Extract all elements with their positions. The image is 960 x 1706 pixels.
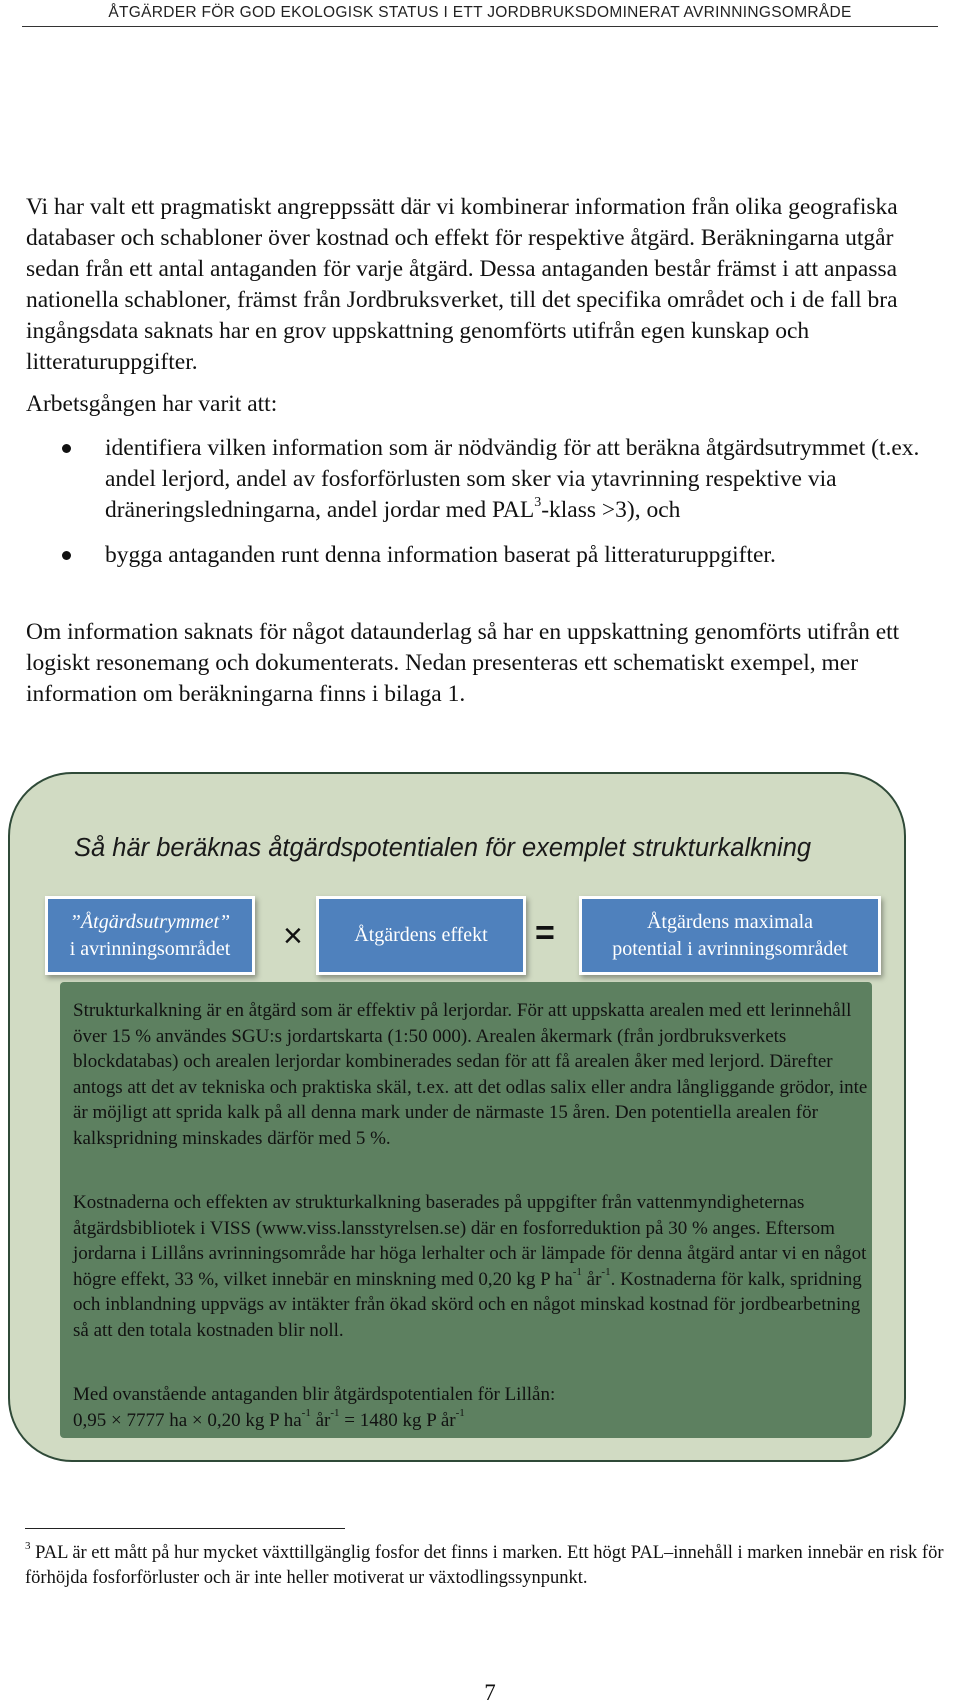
footnote: $^3$ PAL är ett mått på hur mycket växttillgänglig fosfor det finns i marken. Ett högt PAL–innehåll i marken innebär en risk för förhöjda fosforförluster och är inte heller motiverat ur växtodlingssynpunkt. bbox=[25, 1539, 944, 1588]
list-item: bygga antaganden runt denna information baserat på litteraturuppgifter. bbox=[26, 540, 931, 571]
summary-paragraph: Om information saknats för något dataunderlag så har en uppskattning genomförts utifrån ett logiskt resonemang och dokumenterats. Nedan presenteras ett schematiskt exempel, mer information om beräkningarna finns i bilaga 1. bbox=[26, 619, 900, 707]
formula-box-effect: Åtgärdens effekt bbox=[316, 896, 526, 975]
workflow-list bbox=[26, 433, 931, 571]
bullet-icon bbox=[62, 551, 71, 560]
list-item: identifiera vilken information som är nödvändig för att beräkna åtgärdsutrymmet (t.ex. andel lerjord, andel av fosforförlusten som sker via ytavrinning respektive via dräneringsledningarna, andel jordar med $PAL^3$-klass >3), och bbox=[26, 433, 931, 526]
running-header: ÅTGÄRDER FÖR GOD EKOLOGISK STATUS I ETT JORDBRUKSDOMINERAT AVRINNINGSOMRÅDE bbox=[22, 4, 938, 27]
explanation-paragraph: Kostnaderna och effekten av strukturkalkning baserades på uppgifter från vattenmyndigheternas åtgärdsbibliotek i VISS (www.viss.lansstyrelsen.se) där en fosforreduktion på 30 % anges. Eftersom jordarna i Lillåns avrinningsområde har höga lerhalter och är lämpade för denna åtgärd antar vi en något högre effekt, 33 %, vilket innebär en minskning med 0,20 kg P $ha^{-1}$ $år^{-1}$. Kostnaderna för kalk, spridning och inblandning uppvägs av intäkter från ökad skörd och en något minskad kostnad för jordbearbetning så att den totala kostnaden blir noll. bbox=[73, 1192, 867, 1341]
footnote-ref: 3 bbox=[534, 495, 542, 511]
bullet-icon bbox=[62, 444, 71, 453]
multiply-icon: × bbox=[283, 917, 303, 955]
intro-paragraph: Vi har valt ett pragmatiskt angreppssätt där vi kombinerar information från olika geografiska databaser och schabloner över kostnad och effekt för respektive åtgärd. Beräkningarna utgår sedan från ett antal antaganden för varje åtgärd. Dessa antaganden består främst i att anpassa nationella schabloner, främst från Jordbruksverket, till det specifika området och i de fall bra ingångsdata saknats har en grov uppskattning genomförts utifrån egen kunskap och litteraturuppgifter. bbox=[26, 194, 898, 375]
result-equation: Med ovanstående antaganden blir åtgärdspotentialen för Lillån: 0,95 × 7777 ha × 0,20 kg P $ha^{-1}$ $år^{-1} = 1480$ kg P $år^{-1}$ bbox=[73, 1384, 556, 1431]
formula-box-scope: ”Åtgärdsutrymmet” i avrinningsområdet bbox=[45, 896, 255, 975]
formula-box-potential: Åtgärdens maximala potential i avrinningsområdet bbox=[579, 896, 881, 975]
explanation-paragraph: Strukturkalkning är en åtgärd som är effektiv på lerjordar. För att uppskatta arealen med ett lerinnehåll över 15 % användes SGU:s jordartskarta (1:50 000). Arealen åkermark (från jordbruksverkets blockdatabas) och arealen lerjordar kombinerades sedan för att få arealen åker med lerjord. Därefter antogs att det av tekniska och praktiska skäl, t.ex. att det odlas salix eller andra långliggande grödor, inte är möjligt att sprida kalk på all denna mark under de närmaste 15 åren. Den potentiella arealen för kalkspridning minskades därför med 5 %. bbox=[73, 1000, 868, 1149]
footnote-divider bbox=[25, 1528, 345, 1529]
page-number: 7 bbox=[484, 1680, 496, 1705]
workflow-intro: Arbetsgången har varit att: bbox=[26, 391, 278, 417]
panel-title: Så här beräknas åtgärdspotentialen för exemplet strukturkalkning bbox=[74, 834, 812, 862]
equals-icon: = bbox=[535, 914, 555, 952]
